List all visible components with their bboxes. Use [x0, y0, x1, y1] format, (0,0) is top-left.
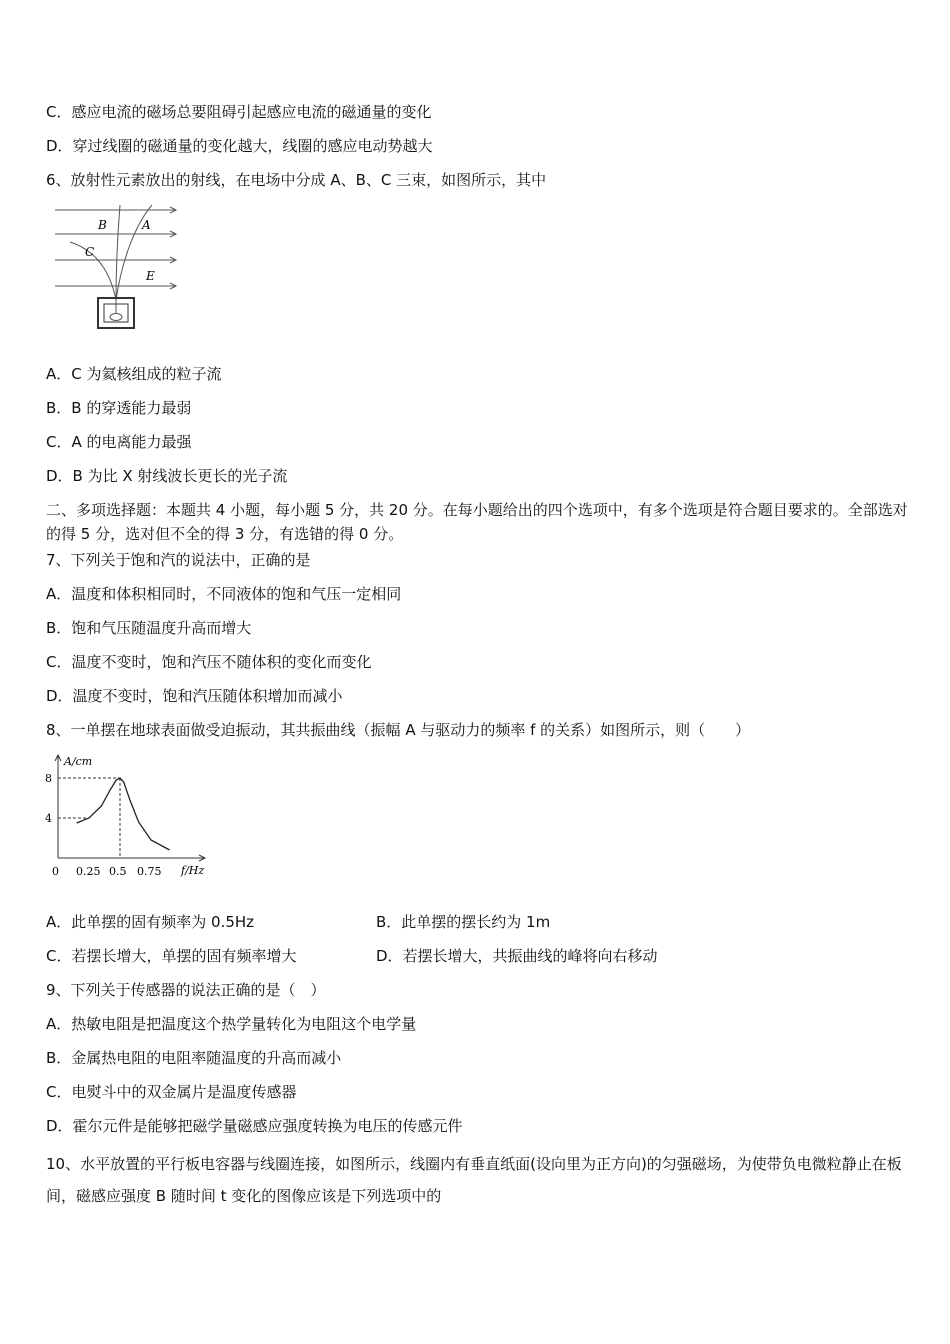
- q9-stem: 9、下列关于传感器的说法正确的是（ ）: [46, 981, 326, 999]
- label-b: B: [98, 218, 107, 232]
- q8-resonance-chart: [44, 752, 224, 882]
- q8-option-b: B．此单摆的摆长约为 1m: [376, 913, 551, 931]
- q7-option-c: C．温度不变时，饱和汽压不随体积的变化而变化: [46, 653, 372, 671]
- q9-option-a: A．热敏电阻是把温度这个热学量转化为电阻这个电学量: [46, 1015, 417, 1033]
- x-tick-0.25: 0.25: [76, 865, 101, 878]
- q9-option-b: B．金属热电阻的电阻率随温度的升高而减小: [46, 1049, 342, 1067]
- q9-option-c: C．电熨斗中的双金属片是温度传感器: [46, 1083, 297, 1101]
- q8-option-d: D．若摆长增大，共振曲线的峰将向右移动: [376, 947, 658, 965]
- x-tick-0.75: 0.75: [137, 865, 162, 878]
- q10-stem: 10、水平放置的平行板电容器与线圈连接，如图所示，线圈内有垂直纸面(设向里为正方向)的匀强磁场，为使带负电微粒静止在板间，磁感应强度 B 随时间 t 变化的图像应该是下列选项中的: [46, 1155, 902, 1205]
- x-axis-label: f/Hz: [181, 864, 205, 877]
- q7-stem: 7、下列关于饱和汽的说法中，正确的是: [46, 551, 311, 569]
- q8-option-a: A．此单摆的固有频率为 0.5Hz: [46, 913, 255, 931]
- q6-option-c: C．A 的电离能力最强: [46, 433, 192, 451]
- q5-option-c: C．感应电流的磁场总要阻碍引起感应电流的磁通量的变化: [46, 103, 432, 121]
- y-axis-label: A/cm: [64, 755, 93, 768]
- q8-option-c: C．若摆长增大，单摆的固有频率增大: [46, 947, 297, 965]
- q7-option-d: D．温度不变时，饱和汽压随体积增加而减小: [46, 687, 343, 705]
- q7-option-b: B．饱和气压随温度升高而增大: [46, 619, 252, 637]
- label-e: E: [146, 269, 155, 283]
- q9-option-d: D．霍尔元件是能够把磁学量磁感应强度转换为电压的传感元件: [46, 1117, 463, 1135]
- q5-option-d: D．穿过线圈的磁通量的变化越大，线圈的感应电动势越大: [46, 137, 433, 155]
- resonance-curve: [77, 778, 170, 850]
- q6-stem: 6、放射性元素放出的射线，在电场中分成 A、B、C 三束，如图所示，其中: [46, 171, 547, 189]
- y-tick-8: 8: [45, 772, 52, 785]
- q7-option-a: A．温度和体积相同时，不同液体的饱和气压一定相同: [46, 585, 402, 603]
- q8-stem: 8、一单摆在地球表面做受迫振动，其共振曲线（振幅 A 与驱动力的频率 f 的关系）如图所示，则（ ）: [46, 721, 751, 739]
- q6-option-b: B．B 的穿透能力最弱: [46, 399, 192, 417]
- q6-option-d: D．B 为比 X 射线波长更长的光子流: [46, 467, 288, 485]
- label-a: A: [142, 218, 151, 232]
- y-tick-4: 4: [45, 812, 52, 825]
- q6-option-a: A．C 为氦核组成的粒子流: [46, 365, 222, 383]
- label-c: C: [85, 245, 95, 259]
- section-2-heading: 二、多项选择题：本题共 4 小题，每小题 5 分，共 20 分。在每小题给出的四个选项中，有多个选项是符合题目要求的。全部选对的得 5 分，选对但不全的得 3 分，有选错的得 0 分。: [46, 501, 908, 543]
- x-tick-0.5: 0.5: [109, 865, 127, 878]
- q6-figure: [50, 200, 185, 335]
- x-tick-0: 0: [52, 865, 59, 878]
